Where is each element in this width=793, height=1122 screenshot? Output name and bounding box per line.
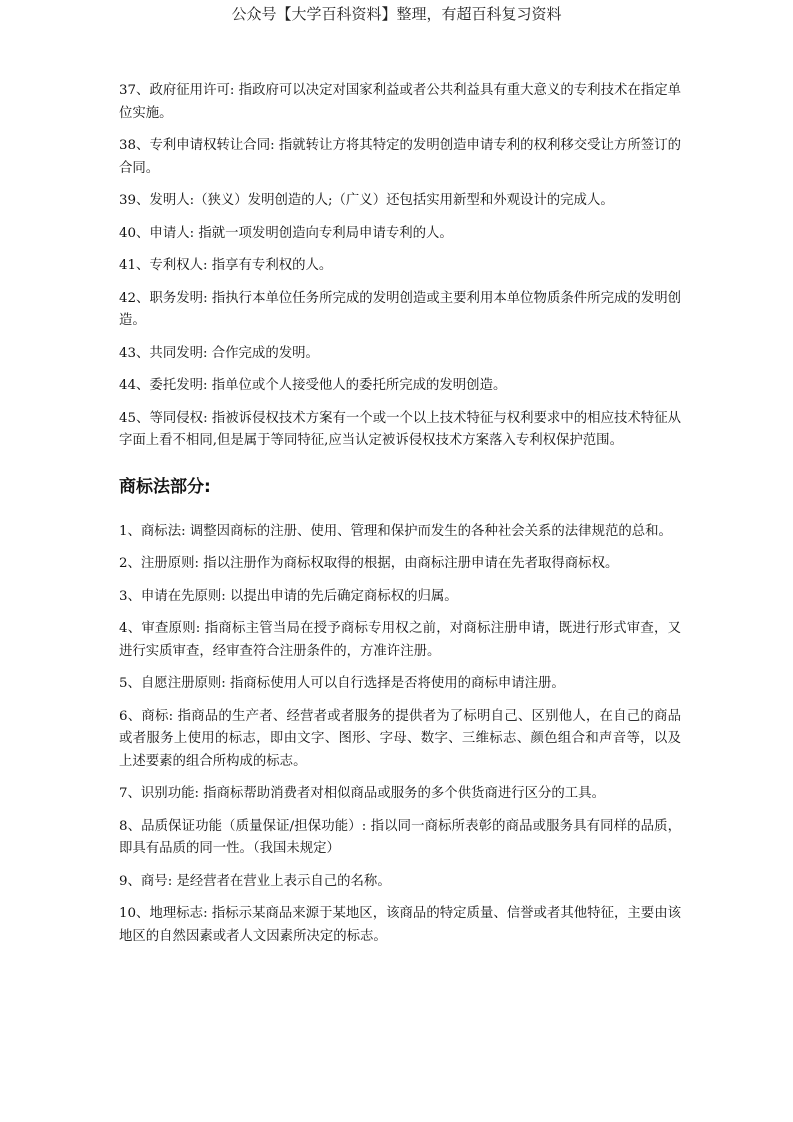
trademark-item-2: 2、注册原则: 指以注册作为商标权取得的根据，由商标注册申请在先者取得商标权。 [119,556,619,571]
trademark-section-title: 商标法部分: [119,476,211,497]
patent-item-45: 45、等同侵权: 指被诉侵权技术方案有一个或一个以上技术特征与权利要求中的相应技术特征从字面上看不相同,但是属于等同特征,应当认定被诉侵权技术方案落入专利权保护范围。 [119,410,681,448]
trademark-item-5: 5、自愿注册原则: 指商标使用人可以自行选择是否将使用的商标申请注册。 [119,676,565,691]
patent-item-44: 44、委托发明: 指单位或个人接受他人的委托所完成的发明创造。 [119,378,507,393]
trademark-item-9: 9、商号: 是经营者在营业上表示自己的名称。 [119,873,391,889]
trademark-item-8: 8、品质保证功能（质量保证/担保功能）: 指以同一商标所表彰的商品或服务具有同样的品质，即具有品质的同一性。（我国未规定） [119,818,681,856]
patent-item-42: 42、职务发明: 指执行本单位任务所完成的发明创造或主要利用本单位物质条件所完成的发明创造。 [119,290,681,328]
trademark-item-1: 1、商标法: 调整因商标的注册、使用、管理和保护而发生的各种社会关系的法律规范的总和。 [119,523,672,539]
page-header: 公众号【大学百科资料】整理，有超百科复习资料 [231,5,562,23]
trademark-item-6: 6、商标: 指商品的生产者、经营者或者服务的提供者为了标明自己、区别他人，在自己的商品或者服务上使用的标志，即由文字、图形、字母、数字、三维标志、颜色组合和声音等，以及上述要素的组合所构成的标志。 [119,708,681,769]
patent-item-39: 39、发明人:（狭义）发明创造的人;（广义）还包括实用新型和外观设计的完成人。 [119,193,614,208]
patent-item-37: 37、政府征用许可: 指政府可以决定对国家利益或者公共利益具有重大意义的专利技术在指定单位实施。 [119,83,681,121]
patent-item-40: 40、申请人: 指就一项发明创造向专利局申请专利的人。 [119,225,453,241]
trademark-item-3: 3、申请在先原则: 以提出申请的先后确定商标权的归属。 [119,588,458,604]
document-body [119,80,681,958]
patent-item-43: 43、共同发明: 合作完成的发明。 [119,345,319,361]
patent-item-38: 38、专利申请权转让合同: 指就转让方将其特定的发明创造申请专利的权利移交受让方所签订的合同。 [119,138,681,176]
trademark-item-10: 10、地理标志: 指标示某商品来源于某地区，该商品的特定质量、信誉或者其他特征，主要由该地区的自然因素或者人文因素所决定的标志。 [119,906,681,944]
patent-item-41: 41、专利权人: 指享有专利权的人。 [119,258,333,273]
trademark-item-4: 4、审查原则: 指商标主管当局在授予商标专用权之前，对商标注册申请，既进行形式审查，又进行实质审查，经审查符合注册条件的，方准许注册。 [119,621,681,659]
trademark-item-7: 7、识别功能: 指商标帮助消费者对相似商品或服务的多个供货商进行区分的工具。 [119,786,605,801]
